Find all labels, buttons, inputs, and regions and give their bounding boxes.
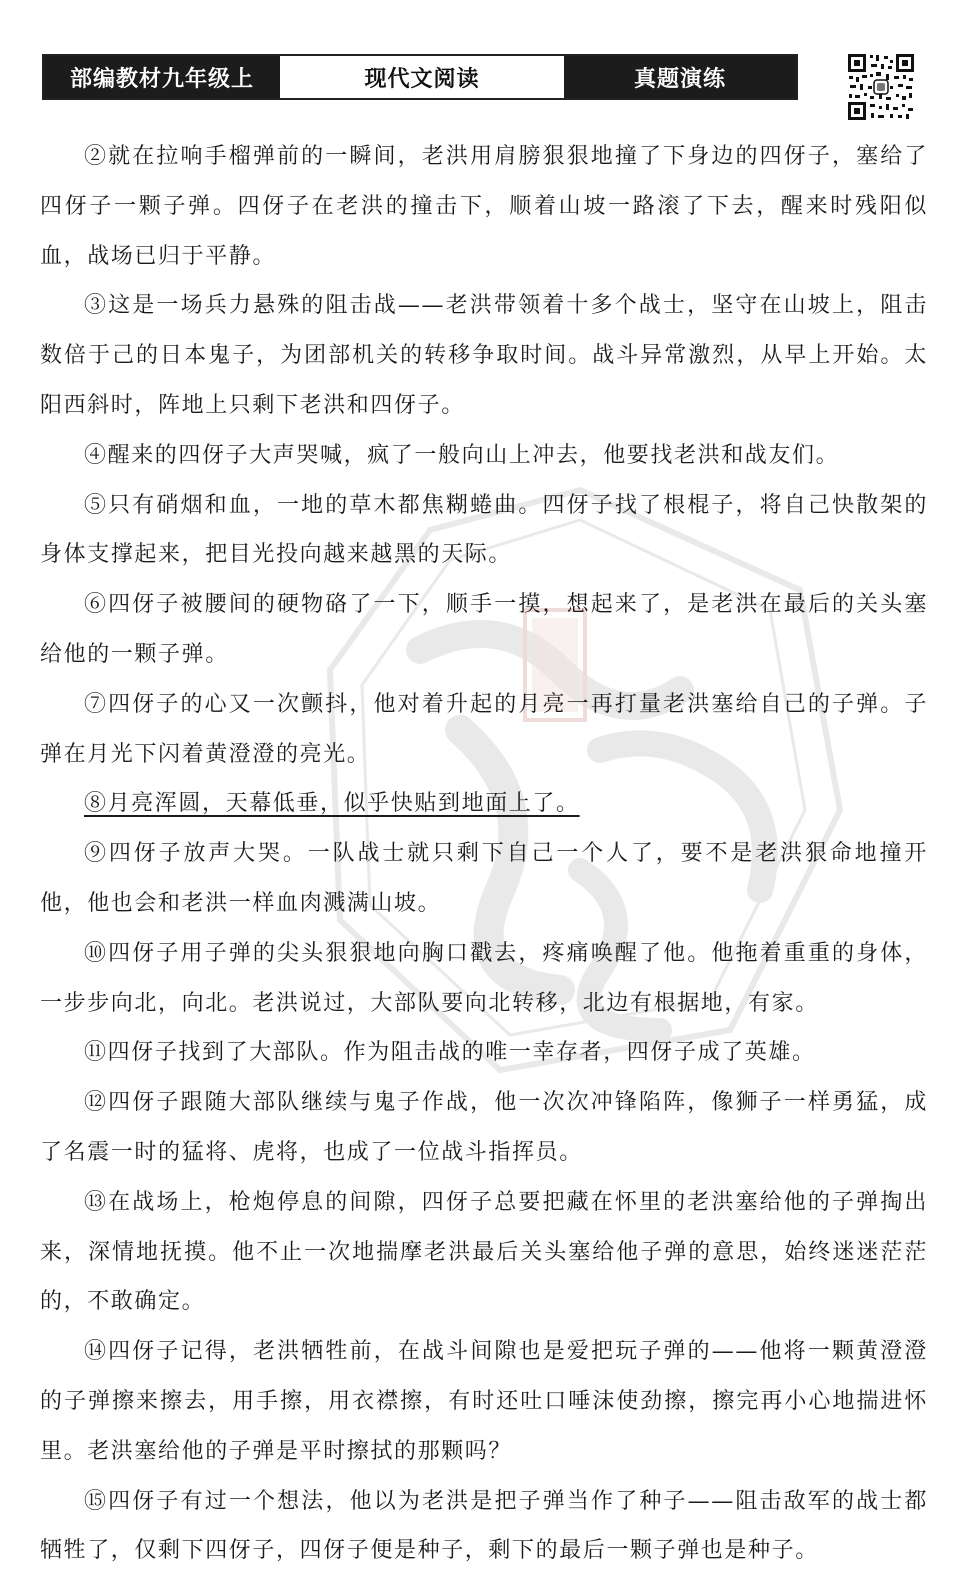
underlined-sentence: ⑧月亮浑圆，天幕低垂，似乎快贴到地面上了。 bbox=[84, 791, 580, 817]
article-body bbox=[40, 132, 928, 1576]
paragraph-2: ②就在拉响手榴弹前的一瞬间，老洪用肩膀狠狠地撞了下身边的四伢子，塞给了四伢子一颗子弹。四伢子在老洪的撞击下，顺着山坡一路滚了下去，醒来时残阳似血，战场已归于平静。 bbox=[40, 144, 928, 269]
header-bar bbox=[42, 54, 798, 100]
paragraph-14: ⑭四伢子记得，老洪牺牲前，在战斗间隙也是爱把玩子弹的——他将一颗黄澄澄的子弹擦来擦去，用手擦，用衣襟擦，有时还吐口唾沫使劲擦，擦完再小心地揣进怀里。老洪塞给他的子弹是平时擦拭的那颗吗？ bbox=[40, 1339, 928, 1464]
paragraph-15: ⑮四伢子有过一个想法，他以为老洪是把子弹当作了种子——阻击敌军的战士都牺牲了，仅剩下四伢子，四伢子便是种子，剩下的最后一颗子弹也是种子。 bbox=[40, 1488, 928, 1564]
paragraph-12: ⑫四伢子跟随大部队继续与鬼子作战，他一次次冲锋陷阵，像狮子一样勇猛，成了名震一时的猛将、虎将，也成了一位战斗指挥员。 bbox=[40, 1090, 928, 1165]
paragraph-9: ⑨四伢子放声大哭。一队战士就只剩下自己一个人了，要不是老洪狠命地撞开他，他也会和老洪一样血肉溅满山坡。 bbox=[40, 841, 928, 916]
header-practice-label: 真题演练 bbox=[564, 56, 796, 98]
paragraph-13: ⑬在战场上，枪炮停息的间隙，四伢子总要把藏在怀里的老洪塞给他的子弹掏出来，深情地抚摸。他不止一次地揣摩老洪最后关头塞给他子弹的意思，始终迷迷茫茫的，不敢确定。 bbox=[40, 1189, 928, 1315]
paragraph-5: ⑤只有硝烟和血，一地的草木都焦糊蜷曲。四伢子找了根棍子，将自己快散架的身体支撑起来，把目光投向越来越黑的天际。 bbox=[40, 492, 928, 568]
paragraph-3: ③这是一场兵力悬殊的阻击战——老洪带领着十多个战士，坚守在山坡上，阻击数倍于己的日本鬼子，为团部机关的转移争取时间。战斗异常激烈，从早上开始。太阳西斜时，阵地上只剩下老洪和四伢子。 bbox=[40, 293, 928, 418]
header-grade-label: 部编教材九年级上 bbox=[44, 56, 280, 98]
paragraph-10: ⑩四伢子用子弹的尖头狠狠地向胸口戳去，疼痛唤醒了他。他拖着重重的身体，一步步向北，向北。老洪说过，大部队要向北转移，北边有根据地，有家。 bbox=[40, 940, 928, 1016]
paragraph-11: ⑪四伢子找到了大部队。作为阻击战的唯一幸存者，四伢子成了英雄。 bbox=[84, 1040, 816, 1066]
paragraph-7: ⑦四伢子的心又一次颤抖，他对着升起的月亮一再打量老洪塞给自己的子弹。子弹在月光下闪着黄澄澄的亮光。 bbox=[40, 691, 928, 767]
paragraph-4: ④醒来的四伢子大声哭喊，疯了一般向山上冲去，他要找老洪和战友们。 bbox=[84, 442, 840, 468]
qr-code-icon bbox=[846, 52, 916, 122]
paragraph-8 bbox=[40, 779, 928, 829]
header-section-label: 现代文阅读 bbox=[280, 56, 564, 98]
paragraph-6: ⑥四伢子被腰间的硬物硌了一下，顺手一摸，想起来了，是老洪在最后的关头塞给他的一颗子弹。 bbox=[40, 592, 928, 667]
